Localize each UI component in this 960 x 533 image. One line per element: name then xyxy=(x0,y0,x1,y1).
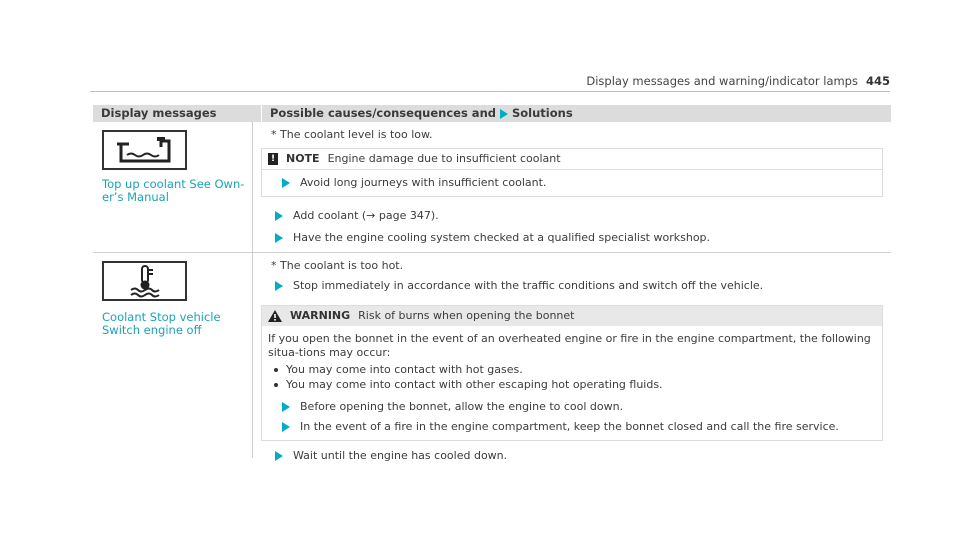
note-body xyxy=(262,170,882,196)
cause-text: * The coolant is too hot. xyxy=(271,259,404,272)
warning-text: If you open the bonnet in the event of an overheated engine or fire in the engine compartment, the following situa-tions may occur: xyxy=(268,332,871,359)
step-item xyxy=(268,420,876,434)
step-text: Stop immediately in accordance with the traffic conditions and switch off the vehicle. xyxy=(293,279,764,292)
table-row xyxy=(93,122,891,253)
warning-title: Risk of burns when opening the bonnet xyxy=(358,309,575,322)
warning-header xyxy=(262,306,882,326)
step-item xyxy=(268,176,876,190)
play-arrow-icon xyxy=(500,109,508,119)
col-causes-solutions xyxy=(262,105,891,122)
step-item xyxy=(268,400,876,414)
header-title: Display messages and warning/indicator lamps xyxy=(586,74,858,88)
message-text: Coolant Stop vehicle Switch engine off xyxy=(102,310,221,337)
step-item xyxy=(261,209,883,223)
warning-body xyxy=(262,326,882,440)
step-text: Avoid long journeys with insufficient coolant. xyxy=(300,176,547,189)
play-arrow-icon xyxy=(282,422,290,432)
header-rule xyxy=(90,91,890,92)
page-header xyxy=(586,74,890,88)
play-arrow-icon xyxy=(275,211,283,221)
note-box xyxy=(261,148,883,197)
bullet-dot xyxy=(274,368,278,372)
list-item xyxy=(268,377,876,392)
step-text: Have the engine cooling system checked at a qualified specialist workshop. xyxy=(293,231,711,244)
note-title: Engine damage due to insufficient coolant xyxy=(327,152,561,165)
play-arrow-icon xyxy=(282,178,290,188)
play-arrow-icon xyxy=(282,402,290,412)
solution-cell xyxy=(253,122,891,252)
bullet-text: You may come into contact with hot gases. xyxy=(286,363,523,376)
play-arrow-icon xyxy=(275,233,283,243)
table-row xyxy=(93,253,891,462)
coolant-level-icon xyxy=(102,130,187,170)
step-item xyxy=(261,449,883,463)
step-text: Wait until the engine has cooled down. xyxy=(293,449,508,462)
warning-label: WARNING xyxy=(290,309,351,322)
play-arrow-icon xyxy=(275,451,283,461)
bullet-text: You may come into contact with other escaping hot operating fluids. xyxy=(286,378,663,391)
table-header xyxy=(93,105,891,122)
warning-triangle-icon xyxy=(268,310,282,322)
coolant-temperature-icon xyxy=(102,261,187,301)
message-text: Top up coolant See Own-er’s Manual xyxy=(102,177,245,204)
warning-box xyxy=(261,305,883,441)
col-solutions-label: Solutions xyxy=(512,106,573,120)
step-item xyxy=(261,279,883,293)
display-message-cell xyxy=(93,253,253,458)
step-text: Add coolant (→ page 347). xyxy=(293,209,439,222)
step-item xyxy=(261,231,883,245)
col-causes-label: Possible causes/consequences and xyxy=(270,106,496,120)
display-message-cell xyxy=(93,122,253,252)
note-header xyxy=(262,149,882,170)
solution-cell xyxy=(253,253,891,462)
col-display-messages: Display messages xyxy=(93,105,262,122)
exclamation-icon: ! xyxy=(268,153,278,165)
step-text: In the event of a fire in the engine compartment, keep the bonnet closed and call the fire service. xyxy=(300,420,839,433)
cause-text: * The coolant level is too low. xyxy=(271,128,433,141)
messages-table xyxy=(93,105,891,462)
step-text: Before opening the bonnet, allow the engine to cool down. xyxy=(300,400,624,413)
note-label: NOTE xyxy=(286,152,320,165)
page-number: 445 xyxy=(865,74,890,88)
bullet-dot xyxy=(274,383,278,387)
list-item xyxy=(268,362,876,377)
play-arrow-icon xyxy=(275,281,283,291)
